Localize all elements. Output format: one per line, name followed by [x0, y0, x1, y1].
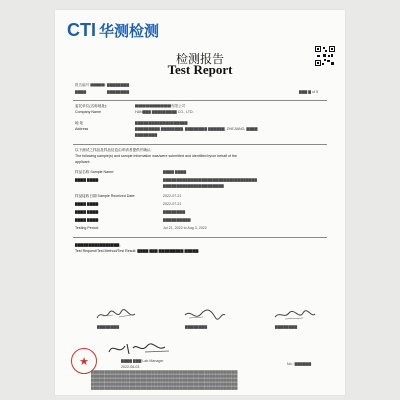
footer-line: ▇▇▇▇▇▇▇▇▇▇▇▇▇▇▇▇▇▇▇▇▇▇▇▇▇▇▇▇▇▇▇▇▇▇▇▇▇▇▇▇▇▇▇▇▇▇▇▇▇▇▇▇▇: [91, 370, 238, 374]
logo-text: CTI: [67, 20, 96, 40]
sample-intro-en-line2: applicant:: [75, 160, 91, 164]
sample-field-label-4: ▇▇▇▇ ▇▇▇▇:: [75, 202, 100, 206]
footer-line: ▇▇▇▇▇▇▇▇▇▇▇▇▇▇▇▇▇▇▇▇▇▇▇▇▇▇▇▇▇▇▇▇▇▇▇▇▇▇▇▇▇▇▇▇▇▇▇▇▇▇▇▇▇: [91, 382, 238, 386]
star-icon: ★: [79, 355, 89, 368]
sample-field-label-2: ▇▇▇▇ ▇▇▇▇:: [75, 178, 100, 182]
lab-manager-label: ▇▇▇▇ ▇▇▇ Lab Manager: [121, 359, 164, 363]
sample-field-value-4: 2022-07-21: [163, 202, 182, 206]
footer-line: ▇▇▇▇▇▇▇▇▇▇▇▇▇▇▇▇▇▇▇▇▇▇▇▇▇▇▇▇▇▇▇▇▇▇▇▇▇▇▇▇▇▇▇▇▇▇▇▇▇▇▇▇▇: [91, 374, 238, 378]
sample-received-label: 样品接收日期 Sample Received Date:: [75, 194, 136, 198]
signature-label-1: ▇▇▇▇▇▇▇▇: [97, 325, 120, 329]
report-no-value: ▇▇▇▇▇▇▇▇: [107, 83, 130, 87]
company-name-value: HAN▇▇▇ ▇▇▇▇▇▇▇▇▇ CO., LTD.: [135, 110, 194, 114]
sample-field-value-2b: ▇▇▇▇▇▇▇▇▇▇▇▇▇▇▇▇▇▇▇▇▇▇: [163, 184, 224, 188]
report-title-english: Test Report: [167, 62, 233, 77]
address-value-en-line1: ▇▇▇▇▇▇▇▇▇ ▇▇▇▇▇▇▇▇, ▇▇▇▇▇▇▇▇ ▇▇▇▇▇▇, ZHEJIANG, ▇▇▇▇: [135, 127, 258, 131]
address-value-en-line2: ▇▇▇▇▇▇▇▇: [135, 133, 158, 137]
sample-field-value-5: ▇▇▇▇▇▇▇▇: [163, 210, 186, 214]
report-meta-value-2: ▇▇▇▇▇▇▇▇: [107, 90, 130, 94]
footer-line: ▇▇▇▇▇▇▇▇▇▇▇▇▇▇▇▇▇▇▇▇▇▇▇▇▇▇▇▇▇▇▇▇▇▇▇▇▇▇▇▇▇▇▇▇▇▇▇▇▇▇▇▇▇: [91, 386, 238, 390]
address-value-cn: ▇▇▇▇▇▇▇▇▇▇▇▇▇▇▇▇▇▇▇: [135, 121, 188, 125]
signature-date: 2022-08-03: [121, 365, 140, 369]
company-name-label: Company Name: [75, 110, 101, 114]
manager-signature: [105, 340, 175, 358]
test-result-cn: ▇▇▇▇▇▇▇▇▇▇▇▇▇▇▇▇。: [75, 243, 123, 247]
test-result-en: Test Request/Test Method/Test Result: ▇▇▇▇ ▇▇▇ ▇▇▇▇▇▇▇▇▇ ▇▇▇▇▇.: [75, 249, 200, 253]
footer-line: ▇▇▇▇▇▇▇▇▇▇▇▇▇▇▇▇▇▇▇▇▇▇▇▇▇▇▇▇▇▇▇▇▇▇▇▇▇▇▇▇▇▇▇▇▇▇▇▇▇▇▇▇▇: [91, 378, 238, 382]
applicant-name-cn: ▇▇▇▇▇▇▇▇▇▇有限公司: [135, 104, 186, 108]
report-page: [55, 10, 345, 395]
address-label-en: Address: [75, 127, 89, 131]
signature-label-2: ▇▇▇▇▇▇▇▇: [185, 325, 208, 329]
signature-3: [273, 308, 317, 322]
cti-logo: [67, 20, 159, 41]
sample-intro-cn: 以下测试之样品及样品信息由申请者提供并确认:: [75, 148, 152, 152]
signature-1: [95, 308, 139, 322]
signature-2: [183, 308, 227, 322]
address-label-cn: 地 址: [75, 121, 84, 125]
report-no-label: 报告编号 ▇▇▇▇:: [75, 83, 106, 87]
testing-period-label: Testing Period:: [75, 226, 99, 230]
sample-received-value: 2022-07-21: [163, 194, 182, 198]
sample-field-label-5: ▇▇▇▇ ▇▇▇▇:: [75, 210, 100, 214]
sample-name-value: ▇▇▇▇ ▇▇▇▇: [163, 170, 187, 174]
divider: [73, 144, 327, 145]
footer-report-number: No.: ▇▇▇▇▇▇: [287, 362, 312, 366]
report-meta-label-2: ▇▇▇▇:: [75, 90, 88, 94]
testing-period-value: Jul 21, 2022 to Aug 3, 2022: [163, 226, 207, 230]
divider: [73, 100, 327, 101]
sample-field-value-6: ▇▇▇▇▇▇▇▇▇▇: [163, 218, 191, 222]
sample-field-label-6: ▇▇▇▇ ▇▇▇▇:: [75, 218, 100, 222]
sample-field-value-2a: ▇▇▇▇▇▇▇▇▇▇▇▇▇▇▇▇▇▇▇▇▇▇▇▇▇▇▇▇▇▇▇▇▇▇: [163, 178, 257, 182]
signature-label-3: ▇▇▇▇▇▇▇▇: [275, 325, 298, 329]
sample-intro-en-line1: The following sample(s) and sample information was/were submitted and identified by/on behalf of the: [75, 154, 238, 158]
sample-name-label: 样品名称 Sample Name:: [75, 170, 115, 174]
logo-chinese-text: 华测检测: [99, 22, 160, 40]
applicant-label-cn: 委托单位(名称地址):: [75, 104, 108, 108]
report-title-chinese: 检测报告: [175, 52, 224, 66]
divider: [73, 237, 327, 238]
page-number: ▇▇▇ ▇ of 5: [299, 90, 319, 94]
